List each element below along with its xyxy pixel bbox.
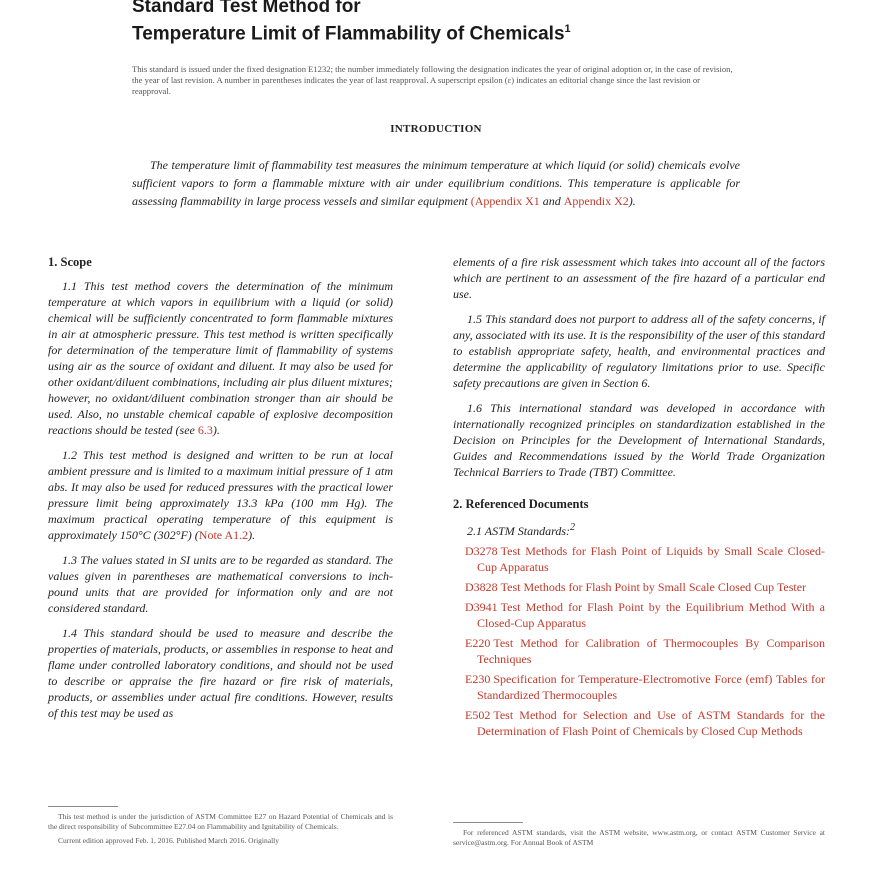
reference-item[interactable] bbox=[465, 635, 825, 667]
reference-code[interactable]: D3941 bbox=[465, 600, 498, 614]
scope-1-2-text: 1.2 This test method is designed and written to be run at local ambient pressure and is limited to a maximum initial pressure of 1 atm abs. It may also be used for reduced pressures with the practical lower pressure limit being approximately 13.3 kPa (100 mm Hg). The maximum practical operating temperature of this equipment is approximately 150°C (302°F) ( bbox=[48, 448, 393, 542]
footnotes-right bbox=[453, 828, 825, 852]
appendix-x2-link[interactable]: Appendix X2 bbox=[563, 194, 629, 208]
reference-title[interactable]: Specification for Temperature-Electromotive Force (emf) Tables for Standardized Thermocouples bbox=[477, 672, 825, 702]
astm-standards-subheading bbox=[467, 520, 825, 539]
scope-1-2-end: ). bbox=[248, 528, 256, 542]
astm-standards-footnote-mark: 2 bbox=[570, 522, 576, 533]
referenced-documents-list bbox=[453, 543, 825, 739]
section-6-3-link[interactable]: 6.3 bbox=[197, 423, 213, 437]
designation-note: This standard is issued under the fixed designation E1232; the number immediately following the designation indicates the year of original adoption or, in the case of revision, the year of last revision. A number in parentheses indicates the year of last reapproval. A superscript epsilon (ε) indicates an editorial change since the last revision or reapproval. bbox=[132, 64, 733, 96]
footnote-1: This test method is under the jurisdiction of ASTM Committee E27 on Hazard Potential of Chemicals and is the direct responsibility of Subcommittee E27.04 on Flammability and Ignitability of Chemicals. bbox=[48, 812, 393, 831]
title-line-2: Temperature Limit of Flammability of Chemicals bbox=[132, 23, 565, 45]
scope-1-1-text: 1.1 This test method covers the determination of the minimum temperature at which vapors in equilibrium with a liquid (or solid) chemical will be sufficiently concentrated to form flammable mixtures in air at atmospheric pressure. This test method is written specifically for determination of the temperature limit of flammability of systems using air as the source of oxidant and diluent. It may also be used for other oxidant/diluent combinations, including air plus diluent mixtures; however, no oxidant/diluent combination stronger than air should be used. Also, no unstable chemical capable of explosive decomposition reactions should be tested (see bbox=[48, 279, 393, 437]
reference-item[interactable] bbox=[465, 579, 825, 595]
reference-item[interactable] bbox=[465, 599, 825, 631]
scope-paragraph-1-2 bbox=[48, 447, 393, 543]
reference-title[interactable]: Test Methods for Flash Point of Liquids by Small Scale Closed-Cup Apparatus bbox=[477, 544, 825, 574]
scope-paragraph-1-1 bbox=[48, 278, 393, 438]
reference-code[interactable]: D3278 bbox=[465, 544, 498, 558]
footnote-1-continued: Current edition approved Feb. 1, 2016. Published March 2016. Originally bbox=[58, 836, 280, 845]
appendix-x1-link[interactable]: (Appendix X1 bbox=[470, 194, 540, 208]
referenced-documents-heading: 2. Referenced Documents bbox=[453, 497, 589, 511]
reference-title[interactable]: Test Method for Flash Point by the Equilibrium Method With a Closed-Cup Apparatus bbox=[477, 600, 825, 630]
reference-title[interactable]: Test Method for Calibration of Thermocouples By Comparison Techniques bbox=[477, 636, 825, 666]
reference-item[interactable] bbox=[465, 707, 825, 739]
footnote-divider-left bbox=[48, 806, 118, 807]
reference-code[interactable]: E502 bbox=[465, 708, 491, 722]
scope-1-1-end: ). bbox=[212, 423, 220, 437]
introduction-heading: INTRODUCTION bbox=[390, 123, 482, 135]
reference-title[interactable]: Test Method for Selection and Use of ASTM Standards for the Determination of Flash Point of Chemicals by Closed Cup Methods bbox=[477, 708, 825, 738]
intro-text-after: ). bbox=[628, 194, 636, 208]
astm-standards-label: 2.1 ASTM Standards: bbox=[467, 524, 571, 538]
footnote-2: For referenced ASTM standards, visit the ASTM website, www.astm.org, or contact ASTM Customer Service at service@astm.org. For Annual Book of ASTM bbox=[453, 828, 825, 847]
introduction-text bbox=[132, 156, 740, 210]
reference-item[interactable] bbox=[465, 543, 825, 575]
reference-code[interactable]: E230 bbox=[465, 672, 491, 686]
scope-paragraph-1-4-continued: elements of a fire risk assessment which takes into account all of the factors which are pertinent to an assessment of the fire hazard of a particular end use. bbox=[453, 255, 825, 301]
document-title bbox=[132, 0, 571, 45]
scope-paragraph-1-6: 1.6 This international standard was developed in accordance with internationally recognized principles on standardization established in the Decision on Principles for the Development of International Standards, Guides and Recommendations issued by the World Trade Organization Technical Barriers to Trade (TBT) Committee. bbox=[453, 401, 825, 479]
scope-paragraph-1-5: 1.5 This standard does not purport to address all of the safety concerns, if any, associated with its use. It is the responsibility of the user of this standard to establish appropriate safety, health, and environmental practices and determine the applicability of regulatory limitations prior to use. Specific safety precautions are given in Section 6. bbox=[453, 312, 825, 390]
title-line-1: Standard Test Method for bbox=[132, 0, 361, 17]
right-column bbox=[453, 254, 825, 743]
footnotes-left bbox=[48, 812, 393, 850]
reference-title[interactable]: Test Methods for Flash Point by Small Scale Closed Cup Tester bbox=[500, 580, 807, 594]
title-footnote-mark: 1 bbox=[564, 23, 571, 35]
reference-code[interactable]: D3828 bbox=[465, 580, 498, 594]
note-a1-2-link[interactable]: Note A1.2 bbox=[198, 528, 249, 542]
footnote-divider-right bbox=[453, 822, 523, 823]
scope-paragraph-1-4: 1.4 This standard should be used to measure and describe the properties of materials, products, or assemblies in response to heat and flame under controlled laboratory conditions, and should not be used to describe or appraise the fire hazard or fire risk of materials, products, or assemblies under actual fire conditions. However, results of this test may be used as bbox=[48, 626, 393, 720]
scope-heading: 1. Scope bbox=[48, 255, 92, 269]
scope-paragraph-1-3: 1.3 The values stated in SI units are to be regarded as standard. The values given in parentheses are mathematical conversions to inch-pound units that are provided for information only and are not considered standard. bbox=[48, 553, 393, 615]
reference-item[interactable] bbox=[465, 671, 825, 703]
intro-text-between: and bbox=[539, 194, 564, 208]
intro-text-before: The temperature limit of flammability test measures the minimum temperature at which liquid (or solid) chemicals evolve sufficient vapors to form a flammable mixture with air under equilibrium conditions. This temperature is applicable for assessing flammability in large process vessels and similar equipment bbox=[132, 158, 740, 208]
reference-code[interactable]: E220 bbox=[465, 636, 491, 650]
left-column bbox=[48, 254, 393, 730]
